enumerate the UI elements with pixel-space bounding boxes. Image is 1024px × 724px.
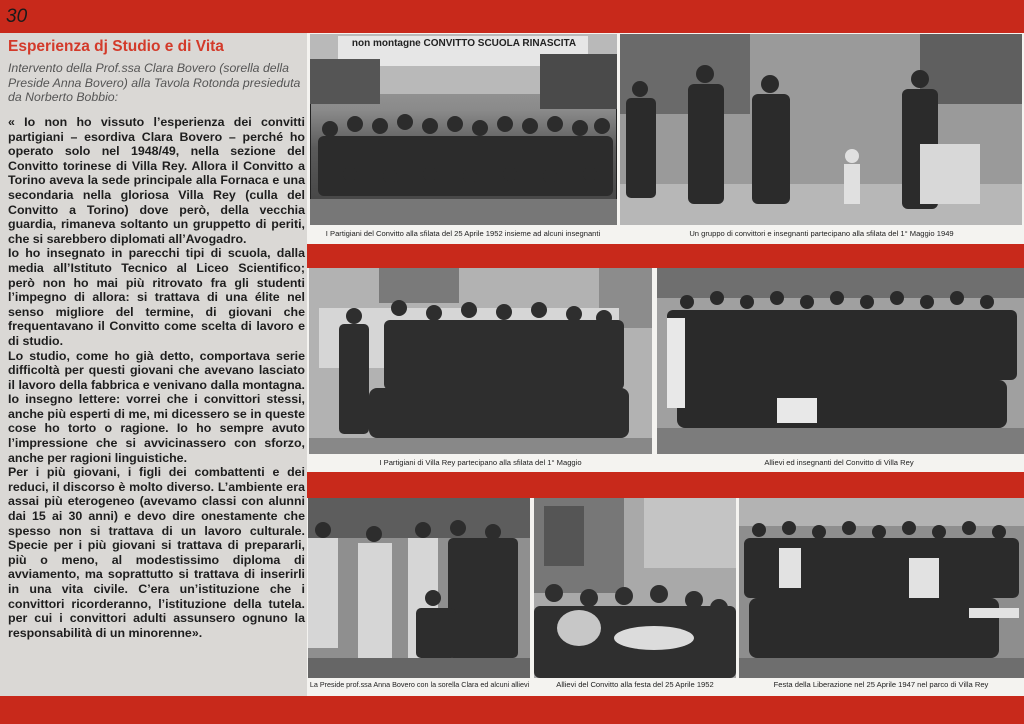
- outdoor-group-graphic: [308, 498, 530, 678]
- photo-caption: I Partigiani di Villa Rey partecipano alla sfilata del 1° Maggio: [379, 458, 582, 467]
- photo-caption: Allievi ed insegnanti del Convitto di Villa Rey: [764, 458, 914, 467]
- photo-festa-25-aprile-1952: [534, 498, 736, 678]
- street-parade-graphic: [620, 34, 1022, 225]
- middle-red-band-1: [307, 244, 1024, 268]
- photo-banner: non montagne CONVITTO SCUOLA RINASCITA: [351, 38, 577, 49]
- article-intro: Intervento della Prof.ssa Clara Bovero (sorella della Preside Anna Bovero) alla Tavola Rotonda presieduta da Norberto Bobbio:: [8, 61, 301, 104]
- photo-caption: Festa della Liberazione nel 25 Aprile 1947 nel parco di Villa Rey: [773, 680, 989, 689]
- top-red-band: [0, 0, 1024, 33]
- photo-villa-rey-partisans: [309, 268, 652, 454]
- photo-liberation-day-1947: [739, 498, 1024, 678]
- photo-caption: Allievi del Convitto alla festa del 25 Aprile 1952: [556, 680, 714, 689]
- middle-red-band-2: [307, 472, 1024, 498]
- park-celebration-graphic: [739, 498, 1024, 678]
- table-party-graphic: [534, 498, 736, 678]
- article-paragraph: Per i più giovani, i figli dei combattenti e dei reduci, il discorso è molto diverso. L’ambiente era assai più eterogeneo (avevamo classi con alunni dai 15 ai 30 anni) e devo dire onestamente che spesso non si trattava di un lavoro culturale. Specie per i più giovani si trattava di prepararli, più o meno, al modestissimo diploma di avviamento, ma soprattutto si trattava di inserirli in una vita civile. C’era un’istituzione che i convittori ricorderanno, l’istituzione della tutela. per cui i convittori adulti assunsero ognuno la responsabilità di un minorenne».: [8, 465, 305, 640]
- article-title: Esperienza dj Studio e di Vita: [8, 38, 224, 55]
- crowd-photo-graphic: [310, 34, 617, 225]
- article-paragraph: « Io non ho vissuto l’esperienza dei convitti partigiani – esordiva Clara Bovero – perché ho operato solo nel 1948/49, nella sezione del Convitto torinese di Villa Rey. Allora il Convitto a Torino aveva la sede principale alla Fornaca e una secondaria nella gloriosa Villa Rey (culla del Convitto a Torino) dove però, della vecchia guardia, rimaneva soltanto un gruppetto di periti, che si sarebbero diplomati all’Avogadro.: [8, 115, 305, 246]
- photo-may-day-1949: [620, 34, 1022, 225]
- photo-caption: I Partigiani del Convitto alla sfilata del 25 Aprile 1952 insieme ad alcuni insegnanti: [325, 229, 601, 238]
- group-photo-graphic: [309, 268, 652, 454]
- article-paragraph: Io ho insegnato in parecchi tipi di scuola, dalla media all’Istituto Tecnico al Liceo Scientifico; però non ho mai più ritrovato fra gli studenti l’impegno di allora: si trattava di una élite nel senso migliore del termine, di giovani che frequentavano il Convitto come scelta di lavoro e di studio.: [8, 246, 305, 348]
- photo-partisans-parade-1952: [310, 34, 617, 225]
- photo-anna-clara-bovero: [308, 498, 530, 678]
- photo-caption: La Preside prof.ssa Anna Bovero con la sorella Clara ed alcuni allievi: [309, 680, 530, 689]
- page-number: 30: [6, 6, 28, 27]
- photo-caption: Un gruppo di convittori e insegnanti partecipano alla sfilata del 1° Maggio 1949: [689, 229, 954, 238]
- photo-villa-rey-students: [657, 268, 1024, 454]
- article-body: [8, 115, 305, 640]
- large-group-graphic: [657, 268, 1024, 454]
- bottom-red-band: [0, 696, 1024, 724]
- article-paragraph: Lo studio, come ho già detto, comportava serie difficoltà per questi giovani che avevano lasciato il lavoro della fabbrica e venivano dalla montagna. Io insegno lettere: vorrei che i convittori stessi, anche più esperti di me, mi dicessero se in queste cose ho torto o ragione. Io ho sempre avuto l’impressione che si avvicinassero con sforzo, anche per ragioni linguistiche.: [8, 348, 305, 465]
